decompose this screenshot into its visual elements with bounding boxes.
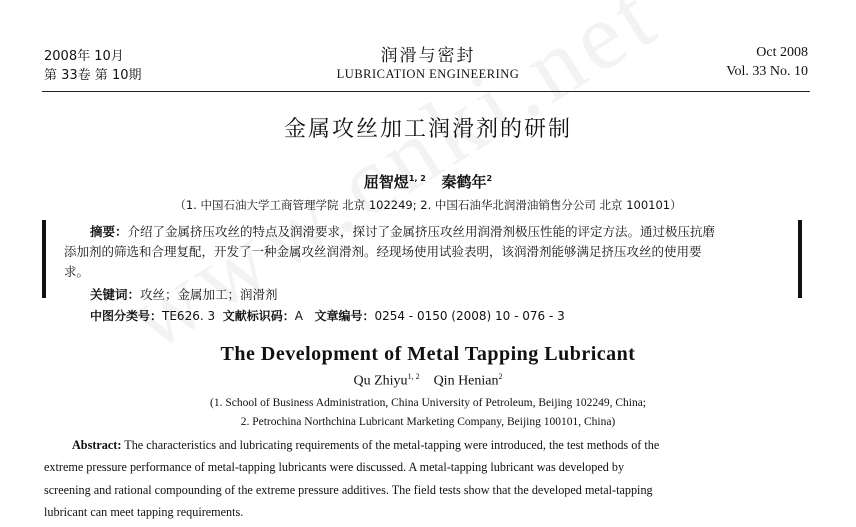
abstract-en-line-2: extreme pressure performance of metal-tapping lubricants were discussed. A metal-tapping lubricant was developed by	[44, 460, 625, 474]
paper-title-en: The Development of Metal Tapping Lubricant	[220, 343, 636, 365]
abstract-en-label: Abstract:	[72, 438, 122, 452]
classification-line	[90, 306, 565, 326]
keywords-cn	[90, 285, 278, 305]
journal-title-en: LUBRICATION ENGINEERING	[336, 67, 520, 81]
abstract-cn-line-1	[90, 222, 715, 242]
abstract-left-bar	[42, 220, 46, 298]
abstract-en-text-1: The characteristics and lubricating requirements of the metal-tapping were introduced, the test methods of the	[124, 438, 660, 452]
abstract-en-line-3: screening and rational compounding of the extreme pressure additives. The field tests show that the developed metal-tapping	[44, 483, 653, 497]
author-en-2: Qin Henian	[433, 373, 499, 389]
author-cn-1: 屈智煜	[363, 173, 409, 191]
affiliation-en-line-1: (1. School of Business Administration, China University of Petroleum, Beijing 102249, China;	[209, 397, 647, 409]
issue-date-en: Oct 2008	[756, 45, 808, 60]
doc-code-value: A	[294, 309, 303, 323]
paper-title-cn: 金属攻丝加工润滑剂的研制	[283, 117, 572, 142]
volume-en: Vol. 33 No. 10	[726, 64, 808, 79]
author-cn-2: 秦鹤年	[441, 173, 487, 191]
article-no-label: 文章编号：	[314, 309, 375, 323]
author-en-1: Qu Zhiyu	[353, 373, 408, 389]
abstract-cn-line-2: 添加剂的筛选和合理复配，开发了一种金属攻丝润滑剂。经现场使用试验表明，该润滑剂能够满足挤压攻丝的使用要	[64, 244, 702, 259]
author-cn-2-affil: 2	[486, 174, 493, 183]
affiliation-en-line-2: 2. Petrochina Northchina Lubricant Marketing Company, Beijing 100101, China)	[240, 416, 616, 428]
doc-code-label: 文献标识码：	[222, 309, 295, 323]
volume-cn: 第 33卷 第 10期	[44, 68, 142, 83]
abstract-cn-label: 摘要：	[90, 224, 128, 239]
clc-value: TE626. 3	[162, 309, 216, 323]
author-en-2-affil: 2	[498, 372, 503, 381]
author-en-1-affil: 1, 2	[407, 372, 420, 381]
author-cn-1-affil: 1, 2	[408, 174, 426, 183]
keywords-cn-label: 关键词：	[90, 287, 141, 302]
authors-en	[0, 372, 856, 390]
clc-label: 中图分类号：	[90, 309, 163, 323]
abstract-cn-line-3: 求。	[64, 264, 90, 279]
abstract-right-bar	[798, 220, 802, 298]
abstract-cn-text-1: 介绍了金属挤压攻丝的特点及润滑要求，探讨了金属挤压攻丝用润滑剂极压性能的评定方法。通过极压抗磨	[127, 224, 716, 239]
header-rule	[42, 91, 810, 92]
issue-date-cn: 2008年 10月	[44, 49, 124, 64]
abstract-en-line-4: lubricant can meet tapping requirements.	[44, 505, 244, 519]
keywords-cn-text: 攻丝；金属加工；润滑剂	[140, 287, 278, 302]
journal-title-cn: 润滑与密封	[380, 46, 476, 66]
article-no-value: 0254 - 0150 (2008) 10 - 076 - 3	[374, 309, 565, 323]
affiliation-cn: （1. 中国石油大学工商管理学院 北京 102249; 2. 中国石油华北润滑油销售分公司 北京 100101）	[174, 198, 682, 212]
authors-cn	[0, 171, 856, 192]
abstract-en-line-1	[72, 438, 659, 453]
